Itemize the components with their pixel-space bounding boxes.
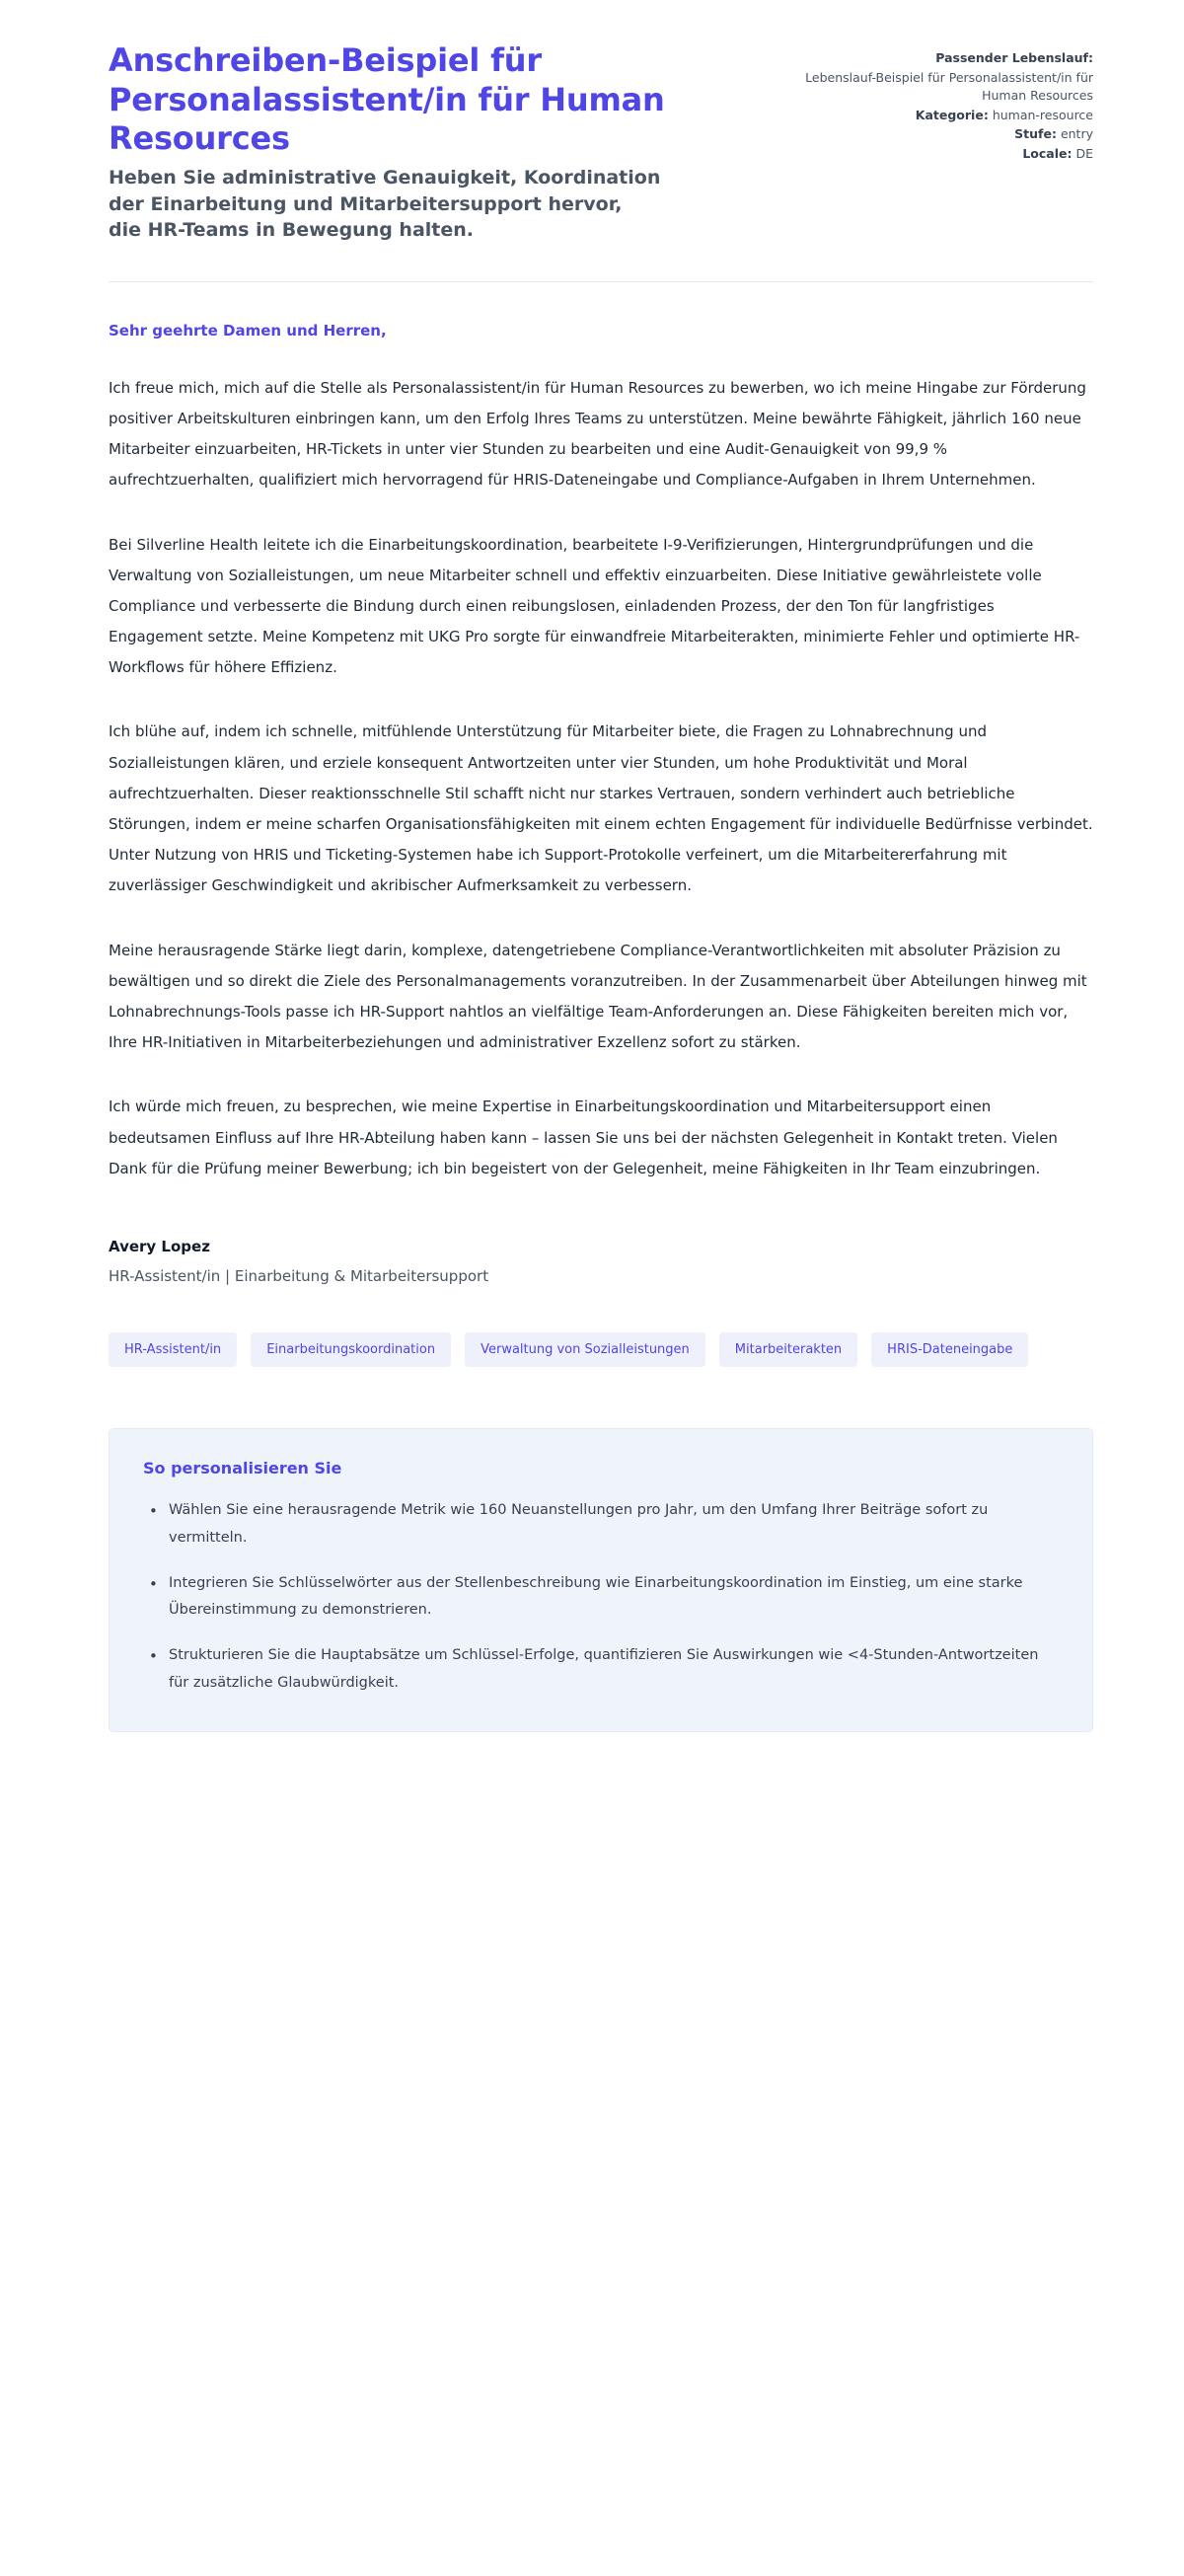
metadata-level [797, 125, 1093, 144]
header-title-block [109, 41, 701, 244]
metadata-level-value: entry [1060, 126, 1093, 141]
tips-title: So personalisieren Sie [143, 1458, 342, 1477]
tips-list-item: • Integrieren Sie Schlüsselwörter aus der Stellenbeschreibung wie Einarbeitungskoordination im Einstieg, um eine starke Übereinstimmung zu demonstrieren. [165, 1570, 1053, 1626]
metadata-matching-resume-value-row [797, 69, 1093, 106]
metadata-panel [797, 41, 1093, 164]
tips-list-item: • Wählen Sie eine herausragende Metrik wie 160 Neuanstellungen pro Jahr, um den Umfang Ihrer Beiträge sofort zu vermitteln. [165, 1497, 1053, 1553]
metadata-matching-resume-value: Lebenslauf-Beispiel für Personalassistent/in für Human Resources [805, 69, 1093, 103]
metadata-locale-value: DE [1075, 145, 1093, 161]
tag-list [109, 1332, 1093, 1367]
metadata-category-value: human-resource [992, 107, 1093, 122]
metadata-matching-resume [797, 49, 1093, 68]
tag-chip[interactable]: Einarbeitungskoordination [251, 1332, 451, 1367]
tag-chip[interactable]: HR-Assistent/in [109, 1332, 237, 1367]
tips-list-item: • Strukturieren Sie die Hauptabsätze um Schlüssel-Erfolge, quantifizieren Sie Auswirkungen wie <4-Stunden-Antwortzeiten für zusätzliche Glaubwürdigkeit. [165, 1642, 1053, 1698]
document-header [109, 41, 1093, 244]
metadata-matching-resume-label: Passender Lebenslauf: [935, 50, 1093, 65]
letter-salutation: Sehr geehrte Damen und Herren, [109, 321, 387, 340]
signature-name: Avery Lopez [109, 1237, 210, 1255]
letter-paragraph: Ich blühe auf, indem ich schnelle, mitfühlende Unterstützung für Mitarbeiter biete, die Fragen zu Lohnabrechnung und Sozialleistungen klären, und erziele konsequent Antwortzeiten unter vier Stunden, um hohe Produktivität und Moral aufrechtzuerhalten. Dieser reaktionsschnelle Stil schafft nicht nur starkes Vertrauen, sondern verhindert auch betriebliche Störungen, indem er meine scharfen Organisationsfähigkeiten mit einem echten Engagement für individuelle Bedürfnisse verbindet. Unter Nutzung von HRIS und Ticketing-Systemen habe ich Support-Protokolle verfeinert, um die Mitarbeitererfahrung mit zuverlässiger Geschwindigkeit und akribischer Aufmerksamkeit zu verbessern. [109, 722, 1093, 895]
letter-paragraph: Bei Silverline Health leitete ich die Einarbeitungskoordination, bearbeitete I-9-Verifizierungen, Hintergrundprüfungen und die Verwaltung von Sozialleistungen, um neue Mitarbeiter schnell und effektiv einzuarbeiten. Diese Initiative gewährleistete volle Compliance und verbesserte die Bindung durch einen reibungslosen, einladenden Prozess, der den Ton für langfristiges Engagement setzte. Meine Kompetenz mit UKG Pro sorgte für einwandfreie Mitarbeiterakten, minimierte Fehler und optimierte HR-Workflows für höhere Effizienz. [109, 535, 1080, 677]
tag-chip[interactable]: Verwaltung von Sozialleistungen [465, 1332, 705, 1367]
tag-chip[interactable]: Mitarbeiterakten [719, 1332, 857, 1367]
letter-paragraph: Meine herausragende Stärke liegt darin, komplexe, datengetriebene Compliance-Verantwortlichkeiten mit absoluter Präzision zu bewältigen und so direkt die Ziele des Personalmanagements voranzutreiben. In der Zusammenarbeit über Abteilungen hinweg mit Lohnabrechnungs-Tools passe ich HR-Support nahtlos an vielfältige Team-Anforderungen an. Diese Fähigkeiten bereiten mich vor, Ihre HR-Initiativen in Mitarbeiterbeziehungen und administrativer Exzellenz sofort zu stärken. [109, 941, 1087, 1052]
page-subtitle: Heben Sie administrative Genauigkeit, Koordination der Einarbeitung und Mitarbeitersupport hervor, die HR-Teams in Bewegung halten. [109, 167, 661, 242]
letter-paragraph: Ich würde mich freuen, zu besprechen, wie meine Expertise in Einarbeitungskoordination und Mitarbeitersupport einen bedeutsamen Einfluss auf Ihre HR-Abteilung haben kann – lassen Sie uns bei der nächsten Gelegenheit in Kontakt treten. Vielen Dank für die Prüfung meiner Bewerbung; ich bin begeistert von der Gelegenheit, meine Fähigkeiten in Ihr Team einzubringen. [109, 1098, 1058, 1177]
signature-block [109, 1238, 1093, 1285]
metadata-locale [797, 145, 1093, 164]
signature-role: HR-Assistent/in | Einarbeitung & Mitarbeitersupport [109, 1266, 489, 1285]
tips-list [143, 1497, 1059, 1698]
metadata-category-label: Kategorie: [915, 107, 989, 122]
metadata-locale-label: Locale: [1022, 145, 1073, 161]
tag-chip[interactable]: HRIS-Dateneingabe [871, 1332, 1028, 1367]
cover-letter-body [109, 282, 1093, 1285]
metadata-level-label: Stufe: [1014, 126, 1057, 141]
letter-paragraph: Ich freue mich, mich auf die Stelle als Personalassistent/in für Human Resources zu bewerben, wo ich meine Hingabe zur Förderung positiver Arbeitskulturen einbringen kann, um den Erfolg Ihres Teams zu unterstützen. Meine bewährte Fähigkeit, jährlich 160 neue Mitarbeiter einzuarbeiten, HR-Tickets in unter vier Stunden zu bearbeiten und eine Audit-Genauigkeit von 99,9 % aufrechtzuerhalten, qualifiziert mich hervorragend für HRIS-Dateneingabe und Compliance-Aufgaben in Ihrem Unternehmen. [109, 378, 1086, 490]
metadata-category [797, 107, 1093, 125]
customization-tips-panel [109, 1428, 1093, 1732]
page-title: Anschreiben-Beispiel für Personalassistent/in für Human Resources [109, 41, 665, 158]
